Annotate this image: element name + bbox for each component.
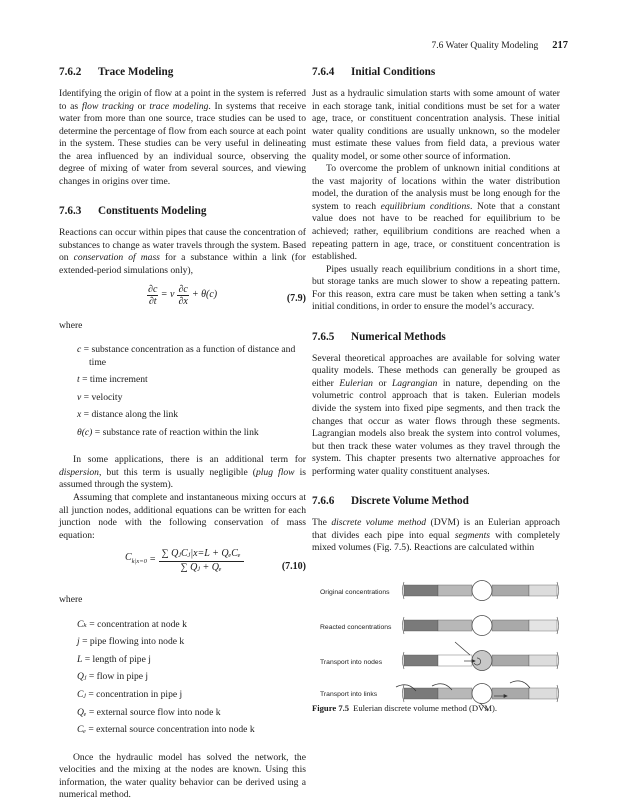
equation-number: (7.10)	[281, 561, 306, 573]
heading-7-6-2: 7.6.2 Trace Modeling	[59, 66, 174, 78]
paragraph-initial-conditions-1: Just as a hydraulic simulation starts with some amount of water in each storage tank, initial conditions must be set for a water age, trace, or constituent concentration analysis. These initial water quality conditions are usually unknown, so the modeler must estimate these values from field data, a previous water quality model, or some other source of information.	[312, 88, 560, 162]
heading-7-6-4: 7.6.4 Initial Conditions	[312, 66, 436, 78]
paragraph-initial-conditions-3: Pipes usually reach equilibrium conditions in a short time, but storage tanks are much slower to show a repeating pattern. For this reason, extra care must be taken when setting a tank’s initial conditions, in order to ensure the model’s accuracy.	[312, 263, 560, 313]
figure-row-label: Original concentrations	[320, 589, 390, 596]
left-column	[59, 66, 306, 802]
paragraph-numerical-method: Once the hydraulic model has solved the network, the velocities and the mixing at the nodes are known. Using this information, the water quality behavior can be derived using a numerical method.	[59, 751, 306, 801]
paragraph-dvm: The discrete volume method (DVM) is an Eulerian approach that divides each pipe into equal segments with completely mixed volumes (Fig. 7.5). Reactions are calculated within	[312, 517, 560, 554]
paragraph-mixing: Assuming that complete and instantaneous mixing occurs at all junction nodes, additional equations can be written for each junction node with the following conservation of mass equation:	[59, 492, 306, 541]
equation-7-10: $C_{k|x=0}$ = $\frac{\text{∑ QⱼCⱼ|x=L + QₑCₑ}}{\text{∑ Qⱼ + Qₑ}}$ (7.10)	[125, 548, 306, 574]
equation-number: (7.9)	[286, 292, 306, 304]
definition-item: Qₑ = external source flow into node k	[77, 706, 221, 718]
definition-item: θ(c) = substance rate of reaction within the link	[77, 426, 259, 438]
paragraph-initial-conditions-2: To overcome the problem of unknown initial conditions at the vast majority of locations within the water distribution model, the duration of the analysis must be long enough for the system to reach equilibrium conditions. Note that a constant value does not have to be reached for equilibrium to be achieved; rather, equilibrium conditions are reached when a repeating pattern in age, trace, or constituent concentration is established.	[312, 163, 561, 263]
where-label: where	[59, 594, 83, 606]
equation-7-9: $\frac{\partial c}{\partial t}$ = v $\frac{\partial c}{\partial x}$ + θ(c) (7.9)	[148, 283, 306, 307]
definition-item: t = time increment	[77, 374, 148, 386]
paragraph-numerical-methods: Several theoretical approaches are available for solving water quality models. These methods can generally be grouped as either Eulerian or Lagrangian in nature, depending on the volumetric control approach that is taken. Eulerian models divide the system into fixed pipe segments, and then track the changes that occur as water flows through these segments. Lagrangian models also break the system into control volumes, but then track these water volumes as they travel through the system. This chapter presents two alternative approaches for performing water quality constituent analyses.	[312, 352, 560, 477]
definition-item: Qⱼ = flow in pipe j	[77, 671, 149, 683]
paragraph-dispersion: In some applications, there is an additional term for dispersion, but this term is usually negligible (plug flow is assumed through the system).	[59, 454, 307, 491]
heading-7-6-5: 7.6.5 Numerical Methods	[312, 330, 446, 343]
definition-item: x = distance along the link	[77, 409, 179, 421]
dvm-diagram	[312, 575, 562, 715]
paragraph-trace-modeling: Identifying the origin of flow at a point in the system is referred to as flow tracking or trace modeling. In systems that receive water from more than one source, trace studies can be used to determine the percentage of flow from each source at each point in the system. These studies can be very useful in delineating the area influenced by an individual source, observing the degree of mixing of water from several sources, and viewing changes in origins over time.	[59, 88, 306, 187]
definition-item: c = substance concentration as a function of distance and time	[77, 344, 296, 368]
heading-7-6-3: 7.6.3 Constituents Modeling	[59, 205, 207, 218]
definition-item: Cⱼ = concentration in pipe j	[77, 688, 183, 700]
definition-item: L = length of pipe j	[77, 653, 151, 665]
page-number: 217	[552, 40, 568, 51]
definition-item: v = velocity	[77, 391, 123, 403]
running-head-section: 7.6 Water Quality Modeling	[431, 41, 539, 51]
right-column	[312, 66, 560, 555]
figure-7-5	[312, 575, 562, 710]
figure-row-label: Transport into nodes	[320, 659, 383, 666]
where-label: where	[59, 319, 83, 331]
variable-definitions-7-9	[77, 344, 306, 439]
definition-item: j = pipe flowing into node k	[77, 636, 185, 648]
figure-row-label: Reacted concentrations	[320, 624, 392, 631]
definition-item: Cₖ = concentration at node k	[77, 618, 187, 630]
running-head	[432, 40, 568, 51]
heading-7-6-6: 7.6.6 Discrete Volume Method	[312, 495, 469, 508]
paragraph-constituents-intro: Reactions can occur within pipes that cause the concentration of substances to change as water travels through the system. Based on conservation of mass for a substance within a link (for extended-period simulations only),	[59, 227, 306, 277]
definition-item: Cₑ = external source concentration into node k	[77, 724, 255, 736]
variable-definitions-7-10	[77, 619, 306, 737]
figure-caption: Figure 7.5 Eulerian discrete volume method (DVM).	[312, 703, 497, 713]
figure-row-label: Transport into links	[320, 691, 378, 698]
